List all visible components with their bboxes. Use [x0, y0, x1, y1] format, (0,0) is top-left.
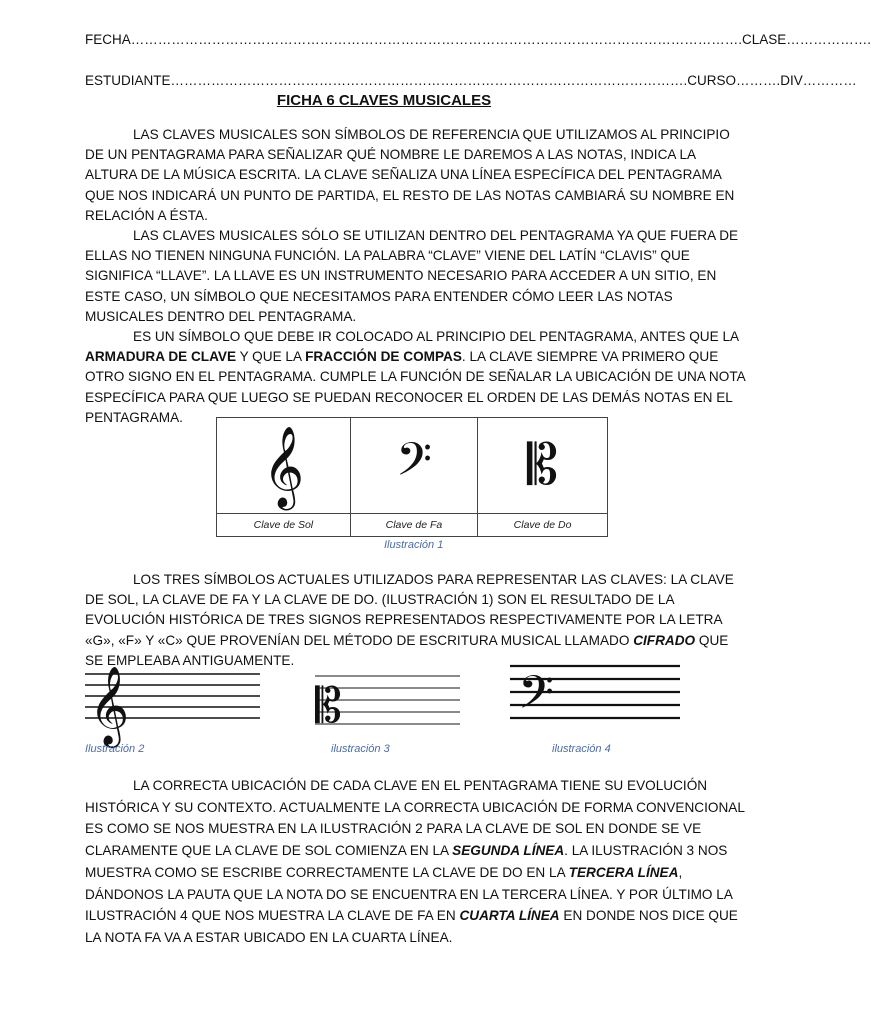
bass-clef-icon: 𝄢 [518, 666, 555, 731]
caption-clave-de-sol: Clave de Sol [217, 514, 351, 537]
alto-staff-illustration [315, 672, 460, 732]
page-title: FICHA 6 CLAVES MUSICALES [276, 92, 492, 109]
alto-clef-cell [478, 418, 608, 514]
treble-clef-cell [217, 418, 351, 514]
bass-staff-illustration [510, 662, 680, 731]
cifrado-term: CIFRADO [633, 632, 696, 648]
paragraph-2: LAS CLAVES MUSICALES SÓLO SE UTILIZAN DENTRO DEL PENTAGRAMA YA QUE FUERA DE ELLAS NO TIENEN NINGUNA FUNCIÓN. LA PALABRA “CLAVE” VIENE DEL LATÍN “CLAVIS” QUE SIGNIFICA “LLAVE”. LA LLAVE ES UN INSTRUMENTO NECESARIO PARA ACCEDER A UN SITIO, EN ESTE CASO, UN SÍMBOLO QUE NECESITAMOS PARA ENTENDER CÓMO LEER LAS NOTAS MUSICALES DENTRO DEL PENTAGRAMA. [85, 228, 739, 324]
illustration-1-caption: Ilustración 1 [384, 539, 444, 551]
fecha-clase-line[interactable]: FECHA……………………………………………………………………………………………………………………….CLASE………………. [85, 32, 871, 47]
paragraph-5-section [85, 775, 745, 949]
illustration-3-caption: ilustración 3 [331, 743, 390, 755]
paragraph-5-text-2: . LA ILUSTRACIÓN 3 NOS MUESTRA COMO SE ESCRIBE CORRECTAMENTE LA CLAVE DE DO EN LA [85, 843, 728, 880]
bass-clef-icon: 𝄢 [395, 432, 432, 498]
treble-clef-icon: 𝄞 [262, 424, 305, 507]
paragraph-3-text-1: ES UN SÍMBOLO QUE DEBE IR COLOCADO AL PRINCIPIO DEL PENTAGRAMA, ANTES QUE LA [133, 329, 739, 345]
segunda-linea-term: SEGUNDA LÍNEA [452, 843, 565, 859]
paragraph-5-text-4: EN DONDE NOS DICE QUE LA NOTA FA VA A ESTAR UBICADO EN LA CUARTA LÍNEA. [85, 908, 738, 945]
armadura-de-clave-term: ARMADURA DE CLAVE [85, 349, 237, 365]
estudiante-curso-div-line[interactable]: ESTUDIANTE…………………………………………………………………………………………………….CURSO……….DIV………… [85, 73, 857, 88]
paragraph-5-text-3: , DÁNDONOS LA PAUTA QUE LA NOTA DO SE ENCUENTRA EN LA TERCERA LÍNEA. Y POR ÚLTIMO LA ILUSTRACIÓN 4 QUE NOS MUESTRA LA CLAVE DE FA EN [85, 864, 733, 924]
paragraph-5-text-1: LA CORRECTA UBICACIÓN DE CADA CLAVE EN EL PENTAGRAMA TIENE SU EVOLUCIÓN HISTÓRICA Y SU CONTEXTO. ACTUALMENTE LA CORRECTA UBICACIÓN DE FORMA CONVENCIONAL ES COMO SE NOS MUESTRA EN LA ILUSTRACIÓN 2 PARA LA CLAVE DE SOL EN DONDE SE VE CLARAMENTE QUE LA CLAVE DE SOL COMIENZA EN LA [85, 778, 745, 859]
fraccion-de-compas-term: FRACCIÓN DE COMPAS [305, 349, 462, 365]
illustration-4-caption: ilustración 4 [552, 743, 611, 755]
treble-staff-illustration [85, 656, 260, 745]
alto-clef-icon: 𝄡 [315, 678, 342, 734]
caption-clave-de-do: Clave de Do [478, 514, 608, 537]
paragraph-3 [85, 327, 745, 428]
paragraph-1: LAS CLAVES MUSICALES SON SÍMBOLOS DE REFERENCIA QUE UTILIZAMOS AL PRINCIPIO DE UN PENTAGRAMA PARA SEÑALIZAR QUÉ NOMBRE LE DAREMOS A LAS NOTAS, INDICA LA ALTURA DE LA MÚSICA ESCRITA. LA CLAVE SEÑALIZA UNA LÍNEA ESPECÍFICA DEL PENTAGRAMA QUE NOS INDICARÁ UN PUNTO DE PARTIDA, EL RESTO DE LAS NOTAS CAMBIARÁ SU NOMBRE EN RELACIÓN A ÉSTA. [85, 127, 735, 223]
treble-clef-icon: 𝄞 [89, 666, 130, 745]
caption-clave-de-fa: Clave de Fa [350, 514, 477, 537]
clef-table [216, 417, 608, 537]
intro-section [85, 125, 745, 428]
alto-clef-icon: 𝄡 [526, 432, 559, 498]
paragraph-3-text-2: Y QUE LA [236, 349, 306, 365]
bass-clef-cell [350, 418, 477, 514]
tercera-linea-term: TERCERA LÍNEA [568, 864, 679, 880]
paragraph-5 [85, 775, 745, 949]
illustration-2-caption: Ilustración 2 [85, 743, 145, 755]
paragraph-3-text-3: . LA CLAVE SIEMPRE VA PRIMERO QUE OTRO SIGNO EN EL PENTAGRAMA. CUMPLE LA FUNCIÓN DE SEÑALAR LA UBICACIÓN DE UNA NOTA ESPECÍFICA PARA QUE LUEGO SE PUEDAN RECONOCER EL ORDEN DE LAS DEMÁS NOTAS EN EL PENTAGRAMA. [85, 349, 745, 425]
paragraph-4-text-2: QUE SE EMPLEABA ANTIGUAMENTE. [85, 632, 729, 668]
cuarta-linea-term: CUARTA LÍNEA [459, 908, 560, 924]
paragraph-4-text-1: LOS TRES SÍMBOLOS ACTUALES UTILIZADOS PARA REPRESENTAR LAS CLAVES: LA CLAVE DE SOL, LA CLAVE DE FA Y LA CLAVE DE DO. (ILUSTRACIÓN 1) SON EL RESULTADO DE LA EVOLUCIÓN HISTÓRICA DE TRES SIGNOS REPRESENTADOS RESPECTIVAMENTE POR LA LETRA «G», «F» Y «C» QUE PROVENÍAN DEL MÉTODO DE ESCRITURA MUSICAL LLAMADO [85, 572, 734, 648]
